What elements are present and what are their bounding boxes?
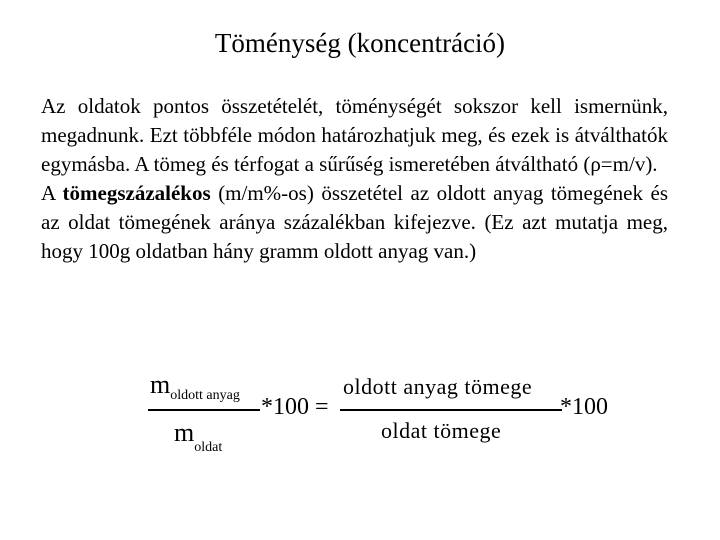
denominator-m: m — [174, 418, 195, 447]
times-100-equals: *100 = — [261, 394, 329, 420]
lhs-numerator — [150, 370, 240, 403]
paragraph-prefix: A — [41, 181, 63, 205]
rhs-fraction-bar — [340, 409, 562, 411]
paragraph-intro: Az oldatok pontos összetételét, töménységét sokszor kell ismernünk, megadnunk. Ezt többféle módon határozhatjuk meg, és ezek is átválthatók egymásba. A tömeg és térfogat a sűrűség ismeretében átváltható (ρ=m/v). — [41, 94, 668, 176]
lhs-fraction-bar — [148, 409, 260, 411]
numerator-m: m — [150, 370, 171, 399]
mass-percent-formula — [148, 370, 618, 460]
paragraph-mass-percent — [41, 179, 668, 266]
page-title: Töménység (koncentráció) — [214, 28, 506, 58]
numerator-subscript: oldott anyag — [170, 388, 240, 403]
denominator-subscript: oldat — [194, 440, 223, 455]
rhs-denominator: oldat tömege — [381, 418, 502, 443]
paragraph-rest: (m/m%-os) összetétel az oldott anyag tömegének és az oldat tömegének aránya százalékban kifejezve. (Ez azt mutatja meg, hogy 100g oldatban hány gramm oldott anyag van.) — [41, 181, 668, 263]
bold-term: tömegszázalékos — [62, 181, 211, 205]
times-100: *100 — [560, 394, 608, 420]
lhs-denominator — [174, 418, 223, 455]
body-text — [41, 92, 668, 266]
rhs-numerator: oldott anyag tömege — [343, 374, 533, 399]
